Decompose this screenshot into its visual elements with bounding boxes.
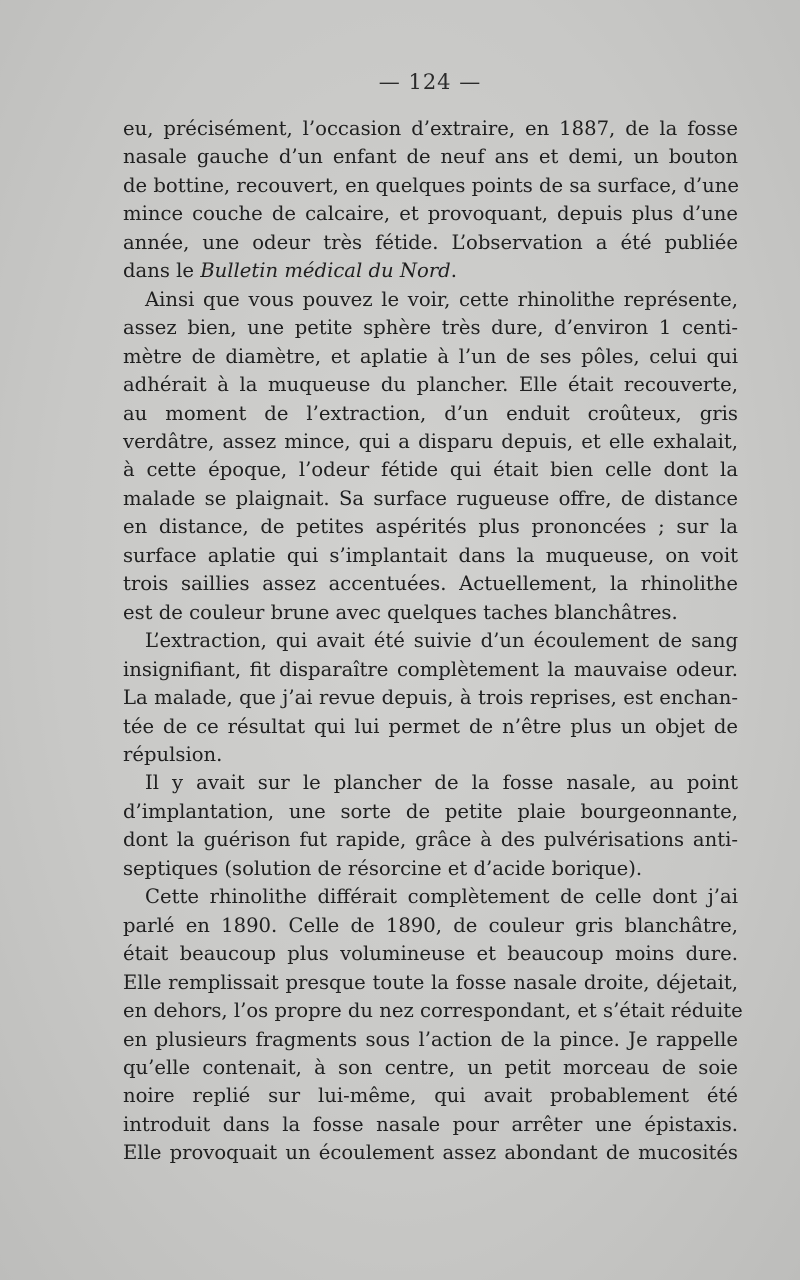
text-line: adhérait à la muqueuse du plancher. Elle était recouverte,	[123, 373, 738, 397]
text-fragment: .	[450, 259, 457, 283]
paragraph	[123, 286, 738, 627]
text-line: Elle provoquait un écoulement assez abondant de mucosités	[123, 1141, 738, 1165]
text-line: en plusieurs fragments sous l’action de la pince. Je rappelle	[123, 1027, 738, 1051]
text-line: tée de ce résultat qui lui permet de n’être plus un objet de	[123, 714, 738, 738]
text-line: Il y avait sur le plancher de la fosse nasale, au point	[145, 771, 738, 795]
text-line: en dehors, l’os propre du nez correspondant, et s’était réduite	[123, 999, 743, 1023]
text-line: introduit dans la fosse nasale pour arrêter une épistaxis.	[123, 1112, 738, 1136]
text-line: verdâtre, assez mince, qui a disparu depuis, et elle exhalait,	[123, 429, 738, 453]
body-text	[123, 115, 743, 1168]
text-line: qu’elle contenait, à son centre, un petit morceau de soie	[123, 1055, 738, 1079]
paragraph	[123, 883, 743, 1168]
text-line: septiques (solution de résorcine et d’acide borique).	[123, 856, 643, 880]
text-line: nasale gauche d’un enfant de neuf ans et demi, un bouton	[123, 145, 738, 169]
text-line: Ainsi que vous pouvez le voir, cette rhinolithe représente,	[145, 287, 738, 311]
text-line: surface aplatie qui s’implantait dans la muqueuse, on voit	[123, 543, 738, 567]
text-line: mètre de diamètre, et aplatie à l’un de ses pôles, celui qui	[123, 344, 738, 368]
text-line: eu, précisément, l’occasion d’extraire, en 1887, de la fosse	[123, 117, 738, 140]
text-line: année, une odeur très fétide. L’observation a été publiée	[123, 230, 738, 254]
text-line: de bottine, recouvert, en quelques points de sa surface, d’une	[123, 173, 739, 197]
text-line: malade se plaignait. Sa surface rugueuse offre, de distance	[123, 486, 738, 510]
text-line: parlé en 1890. Celle de 1890, de couleur gris blanchâtre,	[123, 913, 738, 937]
text-line: au moment de l’extraction, d’un enduit croûteux, gris	[123, 401, 738, 425]
text-line: Elle remplissait presque toute la fosse nasale droite, déjetait,	[123, 970, 738, 994]
text-line: était beaucoup plus volumineuse et beaucoup moins dure.	[123, 942, 738, 966]
text-line: L’extraction, qui avait été suivie d’un écoulement de sang	[145, 629, 738, 653]
text-line: en distance, de petites aspérités plus prononcées ; sur la	[123, 515, 738, 539]
journal-title: Bulletin médical du Nord	[200, 259, 451, 283]
text-line: répulsion.	[123, 742, 223, 766]
text-line: La malade, que j’ai revue depuis, à trois reprises, est enchan-	[123, 686, 738, 710]
text-line: dont la guérison fut rapide, grâce à des pulvérisations anti-	[123, 828, 738, 852]
text-line: est de couleur brune avec quelques taches blanchâtres.	[123, 600, 678, 624]
text-line: insignifiant, fit disparaître complètement la mauvaise odeur.	[123, 657, 738, 681]
paragraph	[123, 769, 738, 883]
text-line: assez bien, une petite sphère très dure, d’environ 1 centi-	[123, 316, 738, 340]
text-line: trois saillies assez accentuées. Actuellement, la rhinolithe	[123, 572, 738, 596]
paragraph	[123, 627, 738, 769]
text-line	[123, 257, 738, 285]
text-line: à cette époque, l’odeur fétide qui était bien celle dont la	[123, 458, 738, 482]
text-line: noire replié sur lui-même, qui avait probablement été	[123, 1084, 738, 1108]
text-fragment: dans le	[123, 259, 201, 283]
text-line: mince couche de calcaire, et provoquant, depuis plus d’une	[123, 202, 738, 226]
page-number: — 124 —	[378, 70, 482, 94]
paragraph	[123, 115, 738, 286]
text-line: d’implantation, une sorte de petite plaie bourgeonnante,	[123, 799, 738, 823]
text-line: Cette rhinolithe différait complètement de celle dont j’ai	[145, 885, 738, 909]
